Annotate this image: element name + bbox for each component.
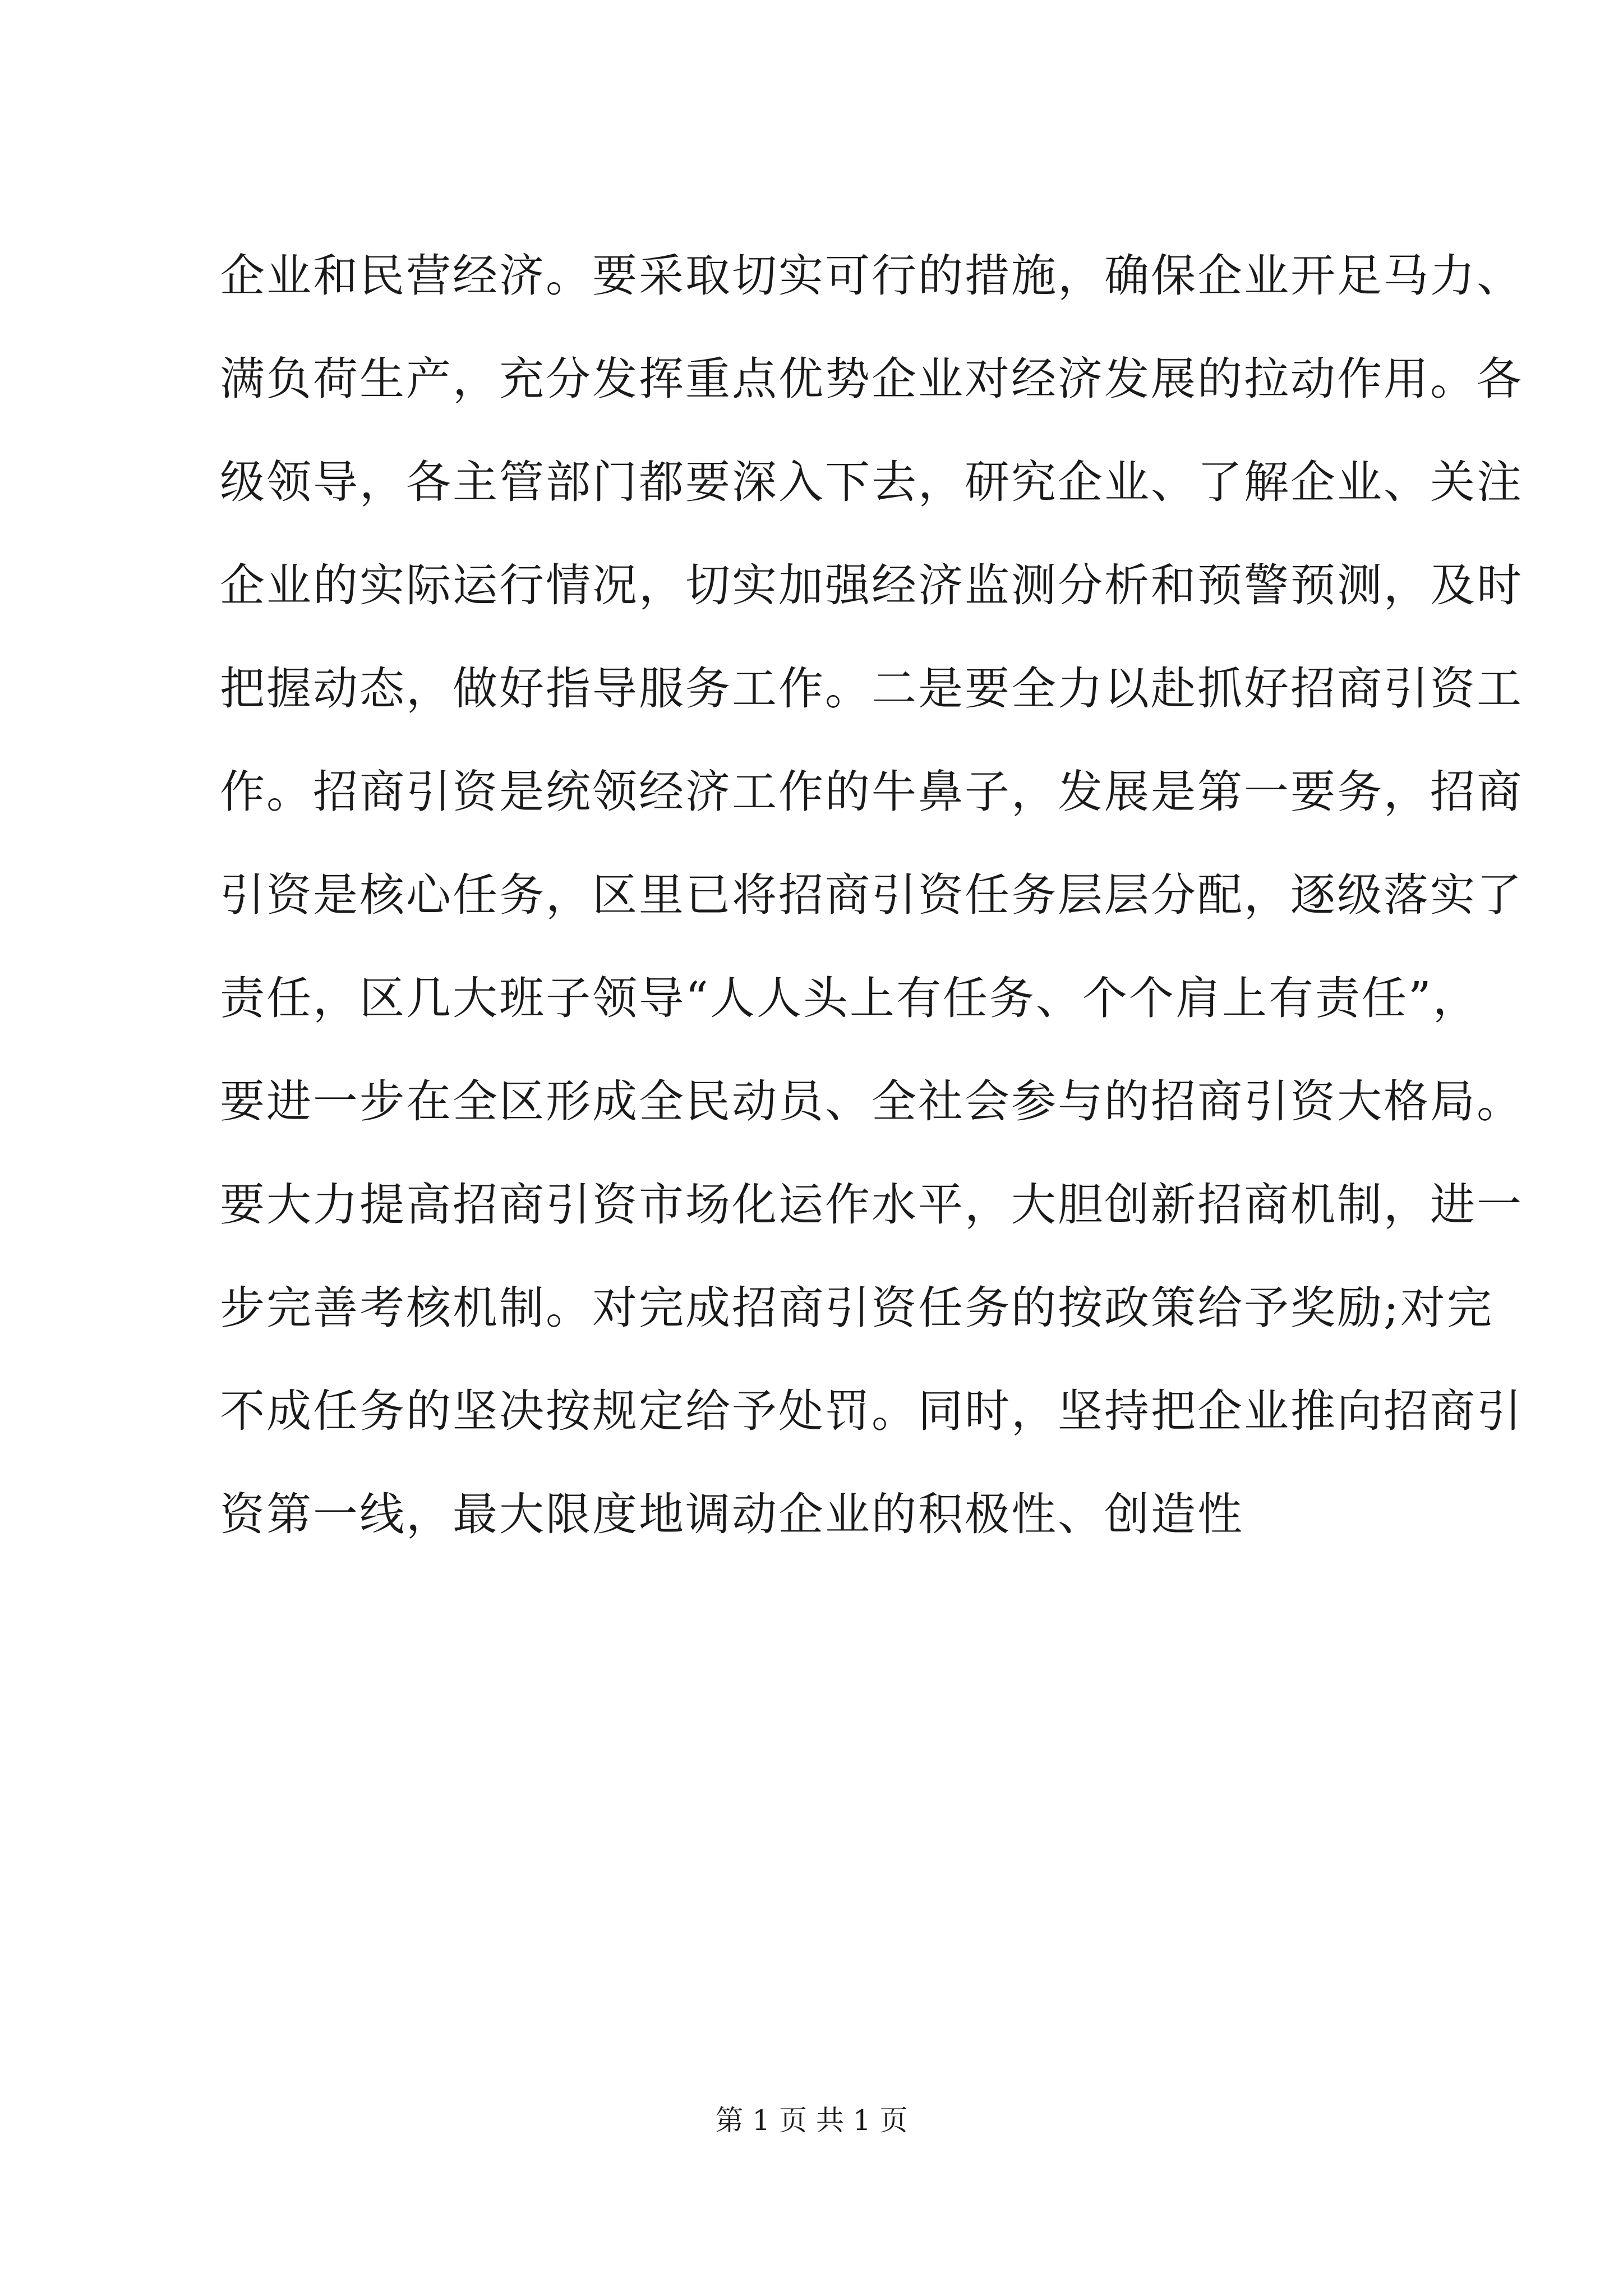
text-line: 满负荷生产，充分发挥重点优势企业对经济发展的拉动作用。各 (220, 353, 1523, 405)
text-line: 作。招商引资是统领经济工作的牛鼻子，发展是第一要务，招商 (220, 766, 1523, 818)
text-line: 资第一线，最大限度地调动企业的积极性、创造性 (220, 1488, 1244, 1540)
text-line: 企业的实际运行情况，切实加强经济监测分析和预警预测，及时 (220, 559, 1523, 611)
text-line: 责任，区几大班子领导“人人头上有任务、个个肩上有责任”， (220, 972, 1479, 1024)
text-line: 不成任务的坚决按规定给予处罚。同时，坚持把企业推向招商引 (220, 1385, 1523, 1437)
text-line: 要大力提高招商引资市场化运作水平，大胆创新招商机制，进一 (220, 1179, 1523, 1231)
page-number-footer: 第 1 页 共 1 页 (715, 2104, 908, 2137)
text-line: 级领导，各主管部门都要深入下去，研究企业、了解企业、关注 (220, 456, 1523, 508)
body-paragraph (220, 224, 1523, 1566)
text-line: 把握动态，做好指导服务工作。二是要全力以赴抓好招商引资工 (220, 662, 1523, 715)
text-line: 要进一步在全区形成全民动员、全社会参与的招商引资大格局。 (220, 1075, 1523, 1128)
text-line: 企业和民营经济。要采取切实可行的措施，确保企业开足马力、 (220, 250, 1523, 302)
text-line: 引资是核心任务，区里已将招商引资任务层层分配，逐级落实了 (220, 869, 1523, 921)
text-line: 步完善考核机制。对完成招商引资任务的按政策给予奖励;对完 (220, 1282, 1493, 1334)
